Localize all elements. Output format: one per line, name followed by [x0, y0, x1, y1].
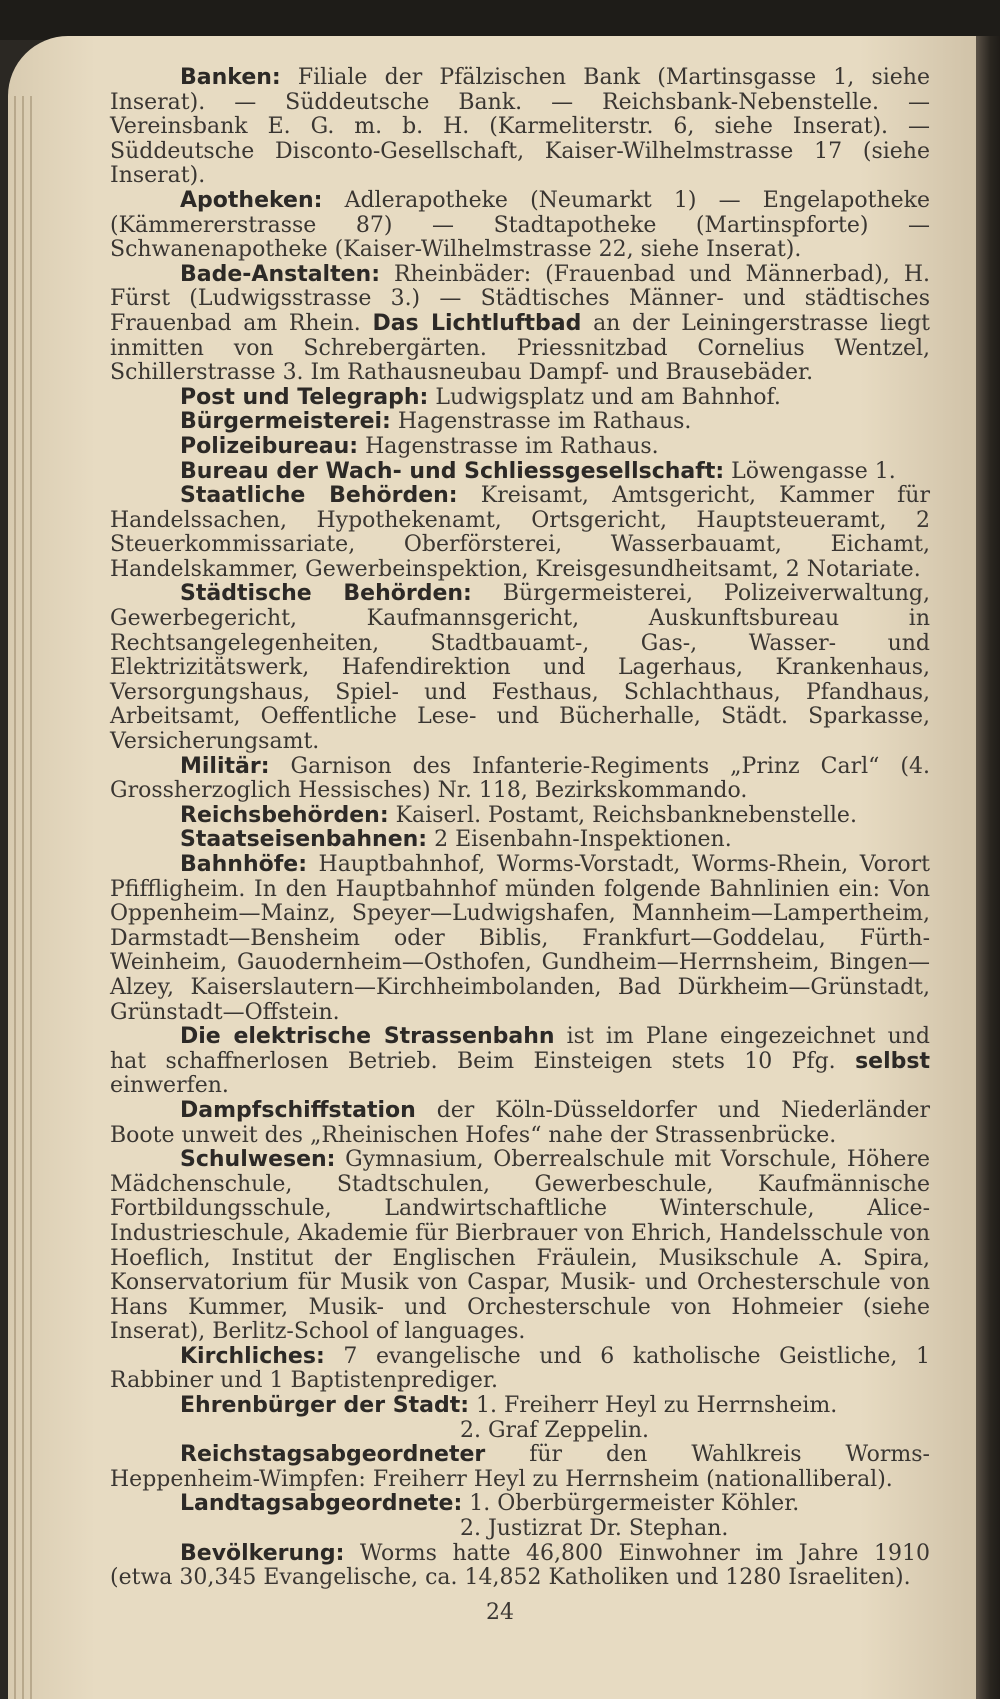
paragraph-buergermeisterei: Bürgermeisterei: Hagenstrasse im Rathaus.: [180, 409, 692, 435]
page-edge: [14, 96, 16, 1699]
book-binding: [976, 36, 1000, 1699]
paragraph-bahnhoefe: Bahnhöfe: Hauptbahnhof, Worms-Vorstadt, Worms-Rhein, Vorort Pfiffligheim. In den Hauptbahnhof münden folgende Bahnlinien ein: Von Oppenheim—Mainz, Speyer—Ludwigshafen, Mannheim—Lampertheim, Darmstadt—Bensheim oder Biblis, Frankfurt—Goddelau, Fürth-Weinheim, Gauodernheim—Osthofen, Gundheim—Herrnsheim, Bingen—Alzey, Kaiserslautern—Kirchheimbolanden, Bad Dürkheim—Grünstadt, Grünstadt—Offstein.: [110, 852, 930, 1025]
paragraph-polizeibureau: Polizeibureau: Hagenstrasse im Rathaus.: [180, 433, 659, 459]
paragraph-landtagsabgeordnete: Landtagsabgeordnete: 1. Oberbürgermeister Köhler.: [180, 1491, 800, 1517]
page-edge: [22, 96, 24, 1699]
paragraph-staatliche-behoerden: Staatliche Behörden: Kreisamt, Amtsgericht, Kammer für Handelssachen, Hypothekenamt, Ortsgericht, Hauptsteueramt, 2 Steuerkommissariate, Oberförsterei, Wasserbauamt, Eichamt, Handelskammer, Gewerbeinspektion, Kreisgesundheitsamt, 2 Notariate.: [110, 483, 930, 582]
paragraph-banken: Banken: Filiale der Pfälzischen Bank (Martinsgasse 1, siehe Inserat). — Süddeutsche Bank. — Reichsbank-Nebenstelle. — Vereinsbank E. G. m. b. H. (Karmeliterstr. 6, siehe Inserat). — Süddeutsche Disconto-Gesellschaft, Kaiser-Wilhelmstrasse 17 (siehe Inserat).: [110, 65, 930, 189]
paragraph-staatseisenbahnen: Staatseisenbahnen: 2 Eisenbahn-Inspektionen.: [180, 827, 732, 853]
paragraph-staedtische-behoerden: Städtische Behörden: Bürgermeisterei, Polizeiverwaltung, Gewerbegericht, Kaufmannsgericht, Auskunftsbureau in Rechtsangelegenheiten, Stadtbauamt-, Gas-, Wasser- und Elektrizitätswerk, Hafendirektion und Lagerhaus, Krankenhaus, Versorgungshaus, Spiel- und Festhaus, Schlachthaus, Pfandhaus, Arbeitsamt, Oeffentliche Lese- und Bücherhalle, Städt. Sparkasse, Versicherungsamt.: [110, 581, 931, 755]
paragraph-strassenbahn: Die elektrische Strassenbahn ist im Plane eingezeichnet und hat schaffnerlosen Betrieb. Beim Einsteigen stets 10 Pfg. selbst einwerfen.: [110, 1024, 931, 1099]
paragraph-kirchliches: Kirchliches: 7 evangelische und 6 katholische Geistliche, 1 Rabbiner und 1 Baptistenprediger.: [110, 1343, 930, 1394]
page-edge: [30, 96, 32, 1699]
page-text: [110, 66, 930, 1591]
paragraph-reichstagsabgeordneter: Reichstagsabgeordneter für den Wahlkreis Worms-Heppenheim-Wimpfen: Freiherr Heyl zu Herrnsheim (nationalliberal).: [110, 1442, 930, 1492]
paragraph-bade-anstalten: Bade-Anstalten: Rheinbäder: (Frauenbad und Männerbad), H. Fürst (Ludwigsstrasse 3.) — Städtisches Männer- und städtisches Frauenbad am Rhein. Das Lichtluftbad an der Leiningerstrasse liegt inmitten von Schrebergärten. Priessnitzbad Cornelius Wentzel, Schillerstrasse 3. Im Rathausneubau Dampf- und Brausebäder.: [110, 261, 930, 386]
paragraph-wachgesellschaft: Bureau der Wach- und Schliessgesellschaft: Löwengasse 1.: [180, 458, 896, 484]
paragraph-bevoelkerung: Bevölkerung: Worms hatte 46,800 Einwohner im Jahre 1910 (etwa 30,345 Evangelische, ca. 14,852 Katholiken und 1280 Israeliten).: [110, 1540, 930, 1591]
paragraph-schulwesen: Schulwesen: Gymnasium, Oberrealschule mit Vorschule, Höhere Mädchenschule, Stadtschulen, Gewerbeschule, Kaufmännische Fortbildungsschule, Landwirtschaftliche Winterschule, Alice-Industrieschule, Akademie für Bierbrauer von Ehrich, Handelsschule von Hoeflich, Institut der Englischen Fräulein, Musikschule A. Spira, Konservatorium für Musik von Caspar, Musik- und Orchesterschule von Hans Kummer, Musik- und Orchesterschule von Hohmeier (siehe Inserat), Berlitz-School of languages.: [110, 1147, 930, 1345]
paragraph-reichsbehoerden: Reichsbehörden: Kaiserl. Postamt, Reichsbanknebenstelle.: [180, 802, 857, 828]
scan-background: [0, 0, 1000, 40]
paragraph-apotheken: Apotheken: Adlerapotheke (Neumarkt 1) — Engelapotheke (Kämmererstrasse 87) — Stadtapotheke (Martinspforte) — Schwanenapotheke (Kaiser-Wilhelmstrasse 22, siehe Inserat).: [110, 187, 930, 263]
ehrenbuerger-item-2: 2. Graf Zeppelin.: [460, 1417, 650, 1443]
paragraph-post: Post und Telegraph: Ludwigsplatz und am Bahnhof.: [180, 384, 781, 410]
landtagsabgeordnete-item-2: 2. Justizrat Dr. Stephan.: [460, 1516, 729, 1542]
paragraph-militaer: Militär: Garnison des Infanterie-Regiments „Prinz Carl“ (4. Grossherzoglich Hessisches) Nr. 118, Bezirkskommando.: [110, 753, 930, 804]
page-number: 24: [486, 1600, 514, 1625]
paragraph-ehrenbuerger: Ehrenbürger der Stadt: 1. Freiherr Heyl zu Herrnsheim.: [180, 1393, 838, 1419]
paragraph-dampfschiffstation: Dampfschiffstation der Köln-Düsseldorfer und Niederländer Boote unweit des „Rheinischen Hofes“ nahe der Strassenbrücke.: [110, 1097, 930, 1148]
